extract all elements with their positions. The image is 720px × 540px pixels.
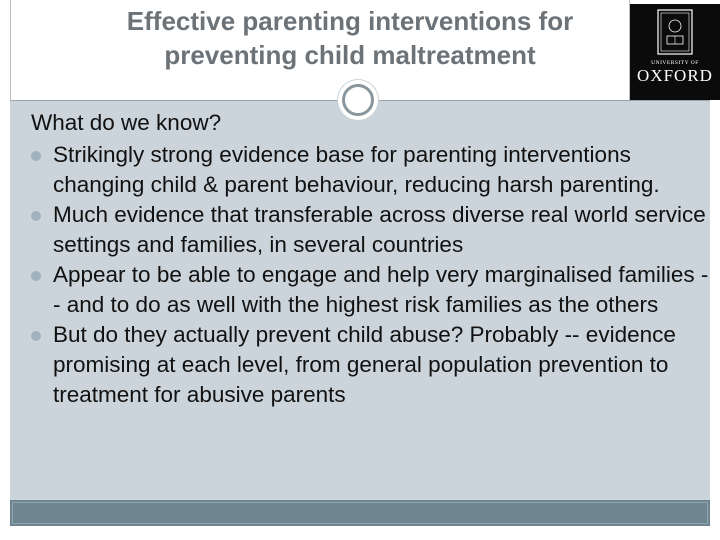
bullet-list bbox=[31, 140, 720, 410]
oxford-logo bbox=[630, 4, 720, 100]
slide-title-line-2: preventing child maltreatment bbox=[164, 40, 536, 70]
bullet-text: Appear to be able to engage and help very marginalised families - - and to do as well with the highest risk families as the others bbox=[53, 262, 709, 317]
bullet-icon bbox=[31, 331, 41, 341]
bullet-icon bbox=[31, 271, 41, 281]
bullet-item bbox=[31, 200, 720, 260]
bullet-text: Much evidence that transferable across diverse real world service settings and families, in several countries bbox=[53, 202, 706, 257]
bullet-text: But do they actually prevent child abuse? Probably -- evidence promising at each level, from general population prevention to treatment for abusive parents bbox=[53, 322, 676, 407]
logo-university-label: UNIVERSITY OF bbox=[651, 60, 699, 66]
bullet-item bbox=[31, 320, 720, 410]
logo-name: OXFORD bbox=[637, 66, 713, 85]
intro-heading: What do we know? bbox=[31, 110, 222, 135]
bullet-item bbox=[31, 260, 720, 320]
slide-title-line-1: Effective parenting interventions for bbox=[126, 6, 574, 36]
slide-title bbox=[0, 4, 700, 72]
bullet-item bbox=[31, 140, 720, 200]
footer-bar bbox=[10, 500, 710, 526]
body-text bbox=[31, 108, 720, 410]
crest-icon bbox=[630, 4, 720, 60]
bullet-icon bbox=[31, 151, 41, 161]
bullet-text: Strikingly strong evidence base for parenting interventions changing child & parent behaviour, reducing harsh parenting. bbox=[53, 142, 660, 197]
bullet-icon bbox=[31, 211, 41, 221]
